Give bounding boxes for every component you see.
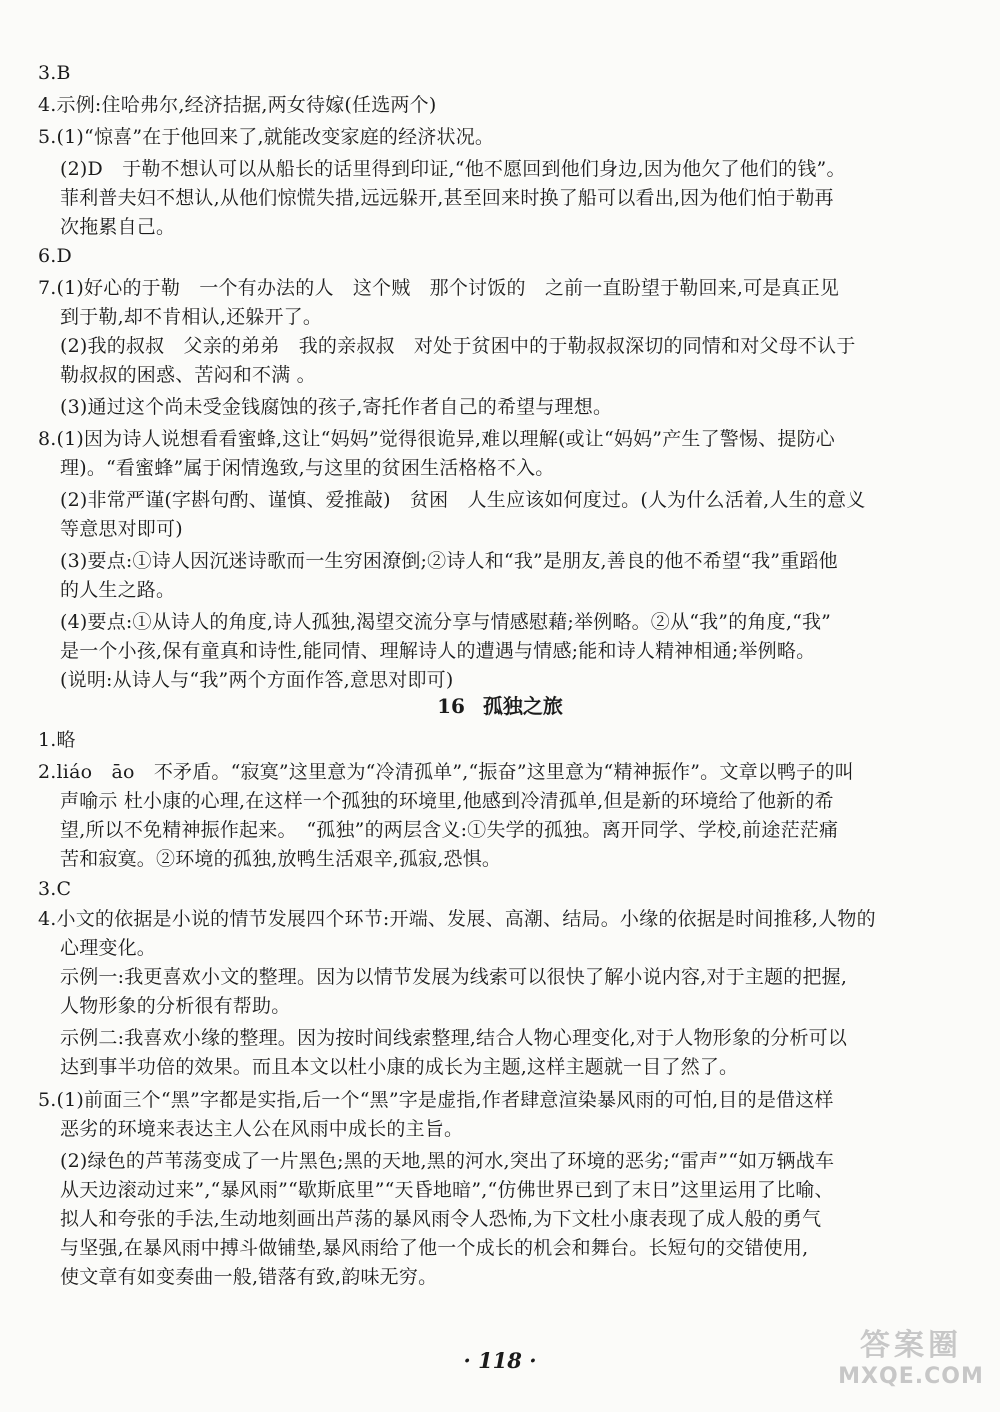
answer-line: 4.小文的依据是小说的情节发展四个环节:开端、发展、高潮、结局。小缘的依据是时间推移,人物的 <box>38 908 876 930</box>
answer-line: 勒叔叔的困惑、苦闷和不满 。 <box>60 364 316 386</box>
answer-line: 6.D <box>38 245 72 267</box>
answer-line: 到于勒,却不肯相认,还躲开了。 <box>60 306 323 328</box>
answer-line: 菲利普夫妇不想认,从他们惊慌失措,远远躲开,甚至回来时换了船可以看出,因为他们怕于勒再 <box>60 187 834 209</box>
answer-line: 与坚强,在暴风雨中搏斗做铺垫,暴风雨给了他一个成长的机会和舞台。长短句的交错使用, <box>60 1237 809 1259</box>
answer-line: (3)通过这个尚未受金钱腐蚀的孩子,寄托作者自己的希望与理想。 <box>60 396 613 418</box>
answer-line: 示例二:我喜欢小缘的整理。因为按时间线索整理,结合人物心理变化,对于人物形象的分析可以 <box>60 1027 848 1049</box>
answer-line: 恶劣的环境来表达主人公在风雨中成长的主旨。 <box>60 1118 464 1140</box>
answer-line: 苦和寂寞。②环境的孤独,放鸭生活艰辛,孤寂,恐惧。 <box>60 848 502 870</box>
section-title <box>0 692 1000 720</box>
answer-line: (2)D 于勒不想认可以从船长的话里得到印证,“他不愿回到他们身边,因为他欠了他们的钱”。 <box>60 158 846 180</box>
answer-line: 的人生之路。 <box>60 579 176 601</box>
answer-line: (2)我的叔叔 父亲的弟弟 我的亲叔叔 对处于贫困中的于勒叔叔深切的同情和对父母不认于 <box>60 335 856 357</box>
answer-line: 声喻示 杜小康的心理,在这样一个孤独的环境里,他感到冷清孤单,但是新的环境给了他新的希 <box>60 790 834 812</box>
section-number: 16 <box>437 694 465 718</box>
answer-line: (2)非常严谨(字斟句酌、谨慎、爱推敲) 贫困 人生应该如何度过。(人为什么活着,人生的意义 <box>60 489 866 511</box>
answer-line: (说明:从诗人与“我”两个方面作答,意思对即可) <box>60 669 454 691</box>
answer-line: 1.略 <box>38 729 76 751</box>
answer-line: 8.(1)因为诗人说想看看蜜蜂,这让“妈妈”觉得很诡异,难以理解(或让“妈妈”产生了警惕、提防心 <box>38 428 835 450</box>
answer-line: 使文章有如变奏曲一般,错落有致,韵味无穷。 <box>60 1266 438 1288</box>
answer-line: 人物形象的分析很有帮助。 <box>60 995 291 1017</box>
watermark-logo-text: 答案圈 <box>860 1328 962 1363</box>
answer-line: 5.(1)“惊喜”在于他回来了,就能改变家庭的经济状况。 <box>38 126 495 148</box>
answer-line: 拟人和夸张的手法,生动地刻画出芦荡的暴风雨令人恐怖,为下文杜小康表现了成人般的勇气 <box>60 1208 822 1230</box>
answer-line: (4)要点:①从诗人的角度,诗人孤独,渴望交流分享与情感慰藉;举例略。②从“我”的角度,“我” <box>60 611 832 633</box>
answer-line: 5.(1)前面三个“黑”字都是实指,后一个“黑”字是虚指,作者肆意渲染暴风雨的可怕,目的是借这样 <box>38 1089 834 1111</box>
answer-line: 示例一:我更喜欢小文的整理。因为以情节发展为线索可以很快了解小说内容,对于主题的把握, <box>60 966 848 988</box>
answer-line: 7.(1)好心的于勒 一个有办法的人 这个贼 那个讨饭的 之前一直盼望于勒回来,可是真正见 <box>38 277 840 299</box>
watermark-logo <box>836 1328 986 1396</box>
answer-line: 望,所以不免精神振作起来。 “孤独”的两层含义:①失学的孤独。离开同学、学校,前途茫茫痛 <box>60 819 839 841</box>
answer-line: 3.B <box>38 62 71 84</box>
watermark-url: MXQE.COM <box>838 1364 984 1389</box>
page-number: · 118 · <box>463 1348 537 1373</box>
answer-line: 3.C <box>38 878 72 900</box>
answer-line: 4.示例:住哈弗尔,经济拮据,两女待嫁(任选两个) <box>38 94 437 116</box>
answer-line: 从天边滚动过来”,“暴风雨”“歇斯底里”“天昏地暗”,“仿佛世界已到了末日”这里运用了比喻、 <box>60 1179 834 1201</box>
answer-line: 心理变化。 <box>60 937 157 959</box>
answer-line: (2)绿色的芦苇荡变成了一片黑色;黑的天地,黑的河水,突出了环境的恶劣;“雷声”“如万辆战车 <box>60 1150 835 1172</box>
answer-line: 理)。“看蜜蜂”属于闲情逸致,与这里的贫困生活格格不入。 <box>60 457 555 479</box>
answer-line: 次拖累自己。 <box>60 216 176 238</box>
answer-line: 2.liáo āo 不矛盾。“寂寞”这里意为“冷清孤单”,“振奋”这里意为“精神振作”。文章以鸭子的叫 <box>38 761 854 783</box>
answer-line: 达到事半功倍的效果。而且本文以杜小康的成长为主题,这样主题就一目了然了。 <box>60 1056 739 1078</box>
answer-line: 是一个小孩,保有童真和诗性,能同情、理解诗人的遭遇与情感;能和诗人精神相通;举例略。 <box>60 640 816 662</box>
section-title-text: 孤独之旅 <box>482 694 563 718</box>
answer-line: 等意思对即可) <box>60 518 183 540</box>
answer-line: (3)要点:①诗人因沉迷诗歌而一生穷困潦倒;②诗人和“我”是朋友,善良的他不希望“我”重蹈他 <box>60 550 838 572</box>
